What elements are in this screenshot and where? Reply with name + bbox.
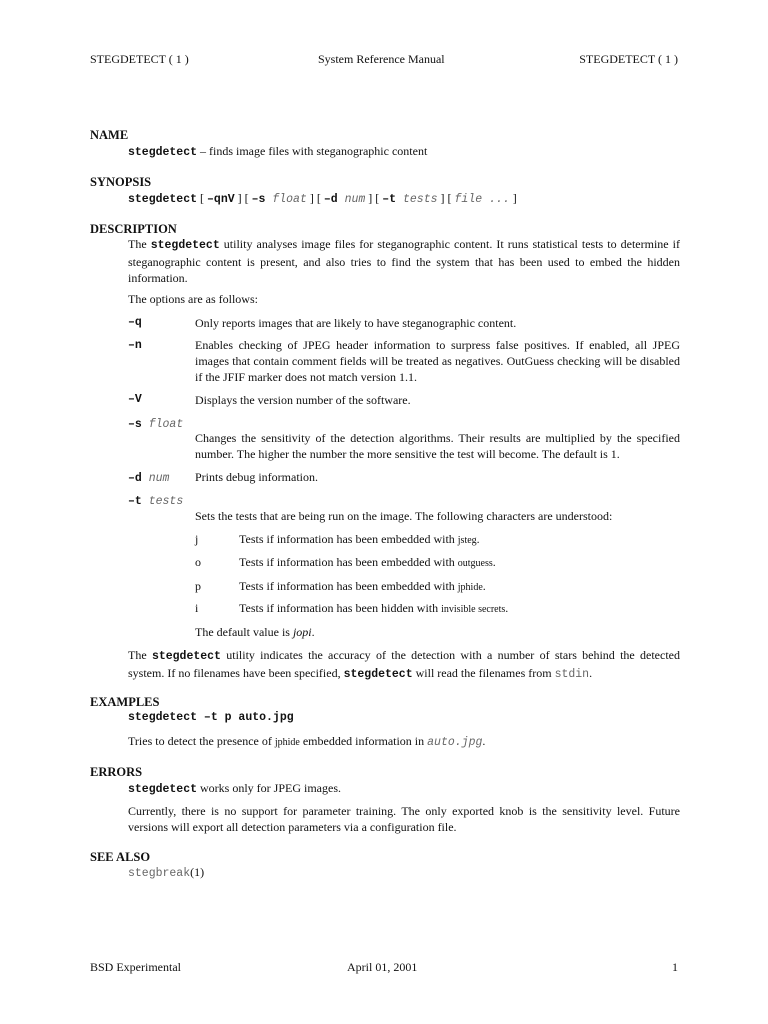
footer-left: BSD Experimental: [90, 960, 181, 974]
example-text: Tries to detect the presence of jphide embedded information in auto.jpg.: [128, 734, 486, 749]
option-n-desc: Enables checking of JPEG header information to surpress false positives. If enabled, all JPEG images that contain comment fields will be treated as negatives. OutGuess checking will be disabled if the JFIF marker does not match version 1.1.: [195, 338, 680, 384]
option-d-label: –d num: [128, 472, 170, 485]
test-char: i: [195, 601, 199, 615]
footer-center: April 01, 2001: [347, 960, 418, 974]
section-errors-heading: ERRORS: [90, 765, 143, 779]
name-desc: – finds image files with steganographic content: [197, 144, 428, 158]
test-char: j: [195, 532, 199, 546]
name-line: [128, 143, 427, 161]
header-left: STEGDETECT ( 1 ): [90, 52, 189, 66]
test-desc: Tests if information has been embedded with outguess.: [239, 555, 496, 569]
accuracy-paragraph: The stegdetect utility indicates the accuracy of the detection with a number of stars behind the detected system. If no filenames have been specified, stegdetect will read the filenames from stdin.: [128, 648, 680, 681]
synopsis-flag-s: –s: [251, 193, 266, 206]
option-s-desc: Changes the sensitivity of the detection algorithms. Their results are multiplied by the specified number. The higher the number the more sensitive the test will become. The default is 1.: [195, 431, 680, 461]
test-desc: Tests if information has been embedded with jsteg.: [239, 532, 480, 546]
option-q-flag: –q: [128, 316, 142, 329]
tests-default: The default value is jopi.: [195, 625, 315, 639]
option-d-desc: Prints debug information.: [195, 470, 318, 484]
section-examples-heading: EXAMPLES: [90, 695, 160, 709]
section-description-heading: DESCRIPTION: [90, 222, 177, 236]
synopsis-line: stegdetect [ –qnV ] [ –s float ] [ –d num ] [ –t tests ] [ file ... ]: [128, 191, 517, 206]
options-intro: The options are as follows:: [128, 292, 258, 306]
footer-page-number: 1: [672, 960, 678, 974]
header-right: STEGDETECT ( 1 ): [579, 52, 678, 66]
test-char: o: [195, 555, 201, 569]
option-t-label: –t tests: [128, 495, 184, 508]
name-cmd: stegdetect: [128, 146, 198, 159]
description-cmd: stegdetect: [150, 239, 220, 252]
section-name-heading: NAME: [90, 128, 129, 142]
example-command: stegdetect –t p auto.jpg: [128, 711, 294, 724]
option-s-label: –s float: [128, 418, 184, 431]
option-v-desc: Displays the version number of the software.: [195, 393, 411, 407]
synopsis-cmd: stegdetect: [128, 193, 198, 206]
errors-line: stegdetect works only for JPEG images.: [128, 781, 342, 796]
test-desc: Tests if information has been embedded with jphide.: [239, 579, 486, 593]
option-q-desc: Only reports images that are likely to have steganographic content.: [195, 316, 517, 330]
synopsis-flag-d: –d: [323, 193, 338, 206]
option-v-flag: –V: [128, 393, 142, 406]
section-see-also-heading: SEE ALSO: [90, 850, 151, 864]
synopsis-flag-t: –t: [382, 193, 397, 206]
option-n-flag: –n: [128, 339, 142, 352]
errors-paragraph: Currently, there is no support for parameter training. The only exported knob is the sensitivity level. Future versions will export all detection parameters via a configuration file.: [128, 804, 680, 834]
option-t-desc: Sets the tests that are being run on the image. The following characters are understood:: [195, 509, 613, 523]
section-synopsis-heading: SYNOPSIS: [90, 175, 152, 189]
see-also-ref[interactable]: stegbreak(1): [128, 865, 205, 880]
description-paragraph: The stegdetect utility analyses image files for steganographic content. It runs statistical tests to determine if steganographic content is present, and also tries to find the system that has been used to embed the hidden information.: [128, 237, 681, 285]
synopsis-flag-qnv: –qnV: [207, 193, 235, 206]
test-desc: Tests if information has been hidden with invisible secrets.: [239, 601, 509, 615]
test-char: p: [195, 579, 201, 593]
header-center: System Reference Manual: [318, 52, 445, 66]
